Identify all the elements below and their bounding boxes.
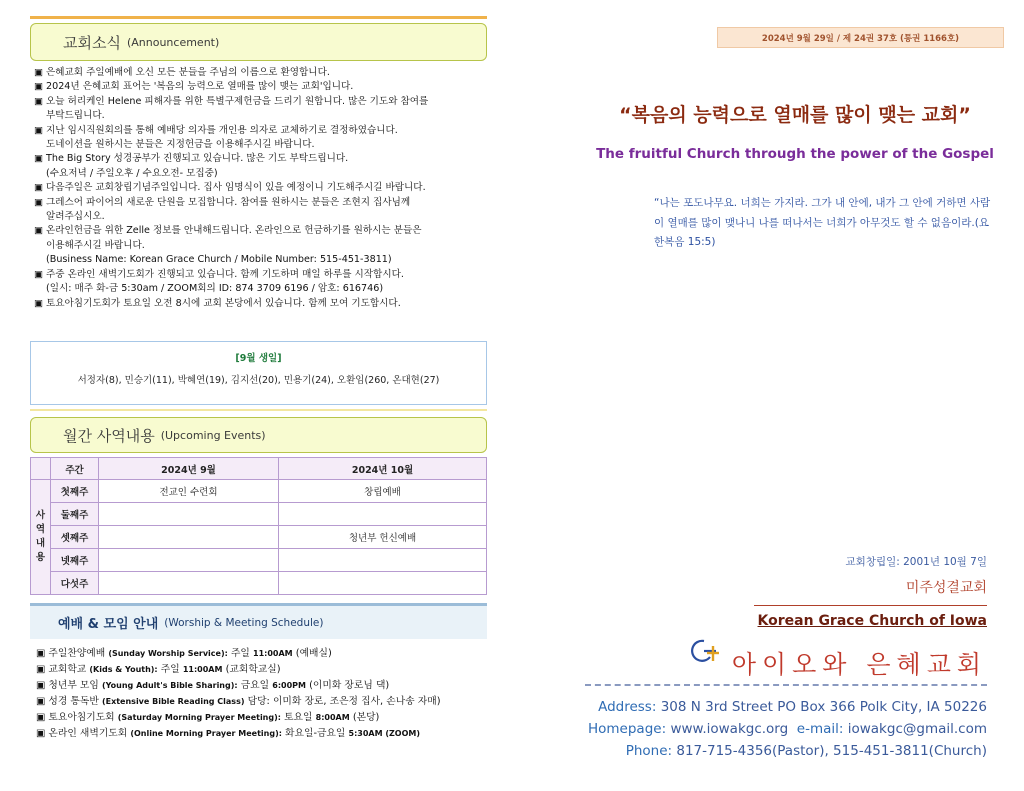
worship-detail: 담당: 이미화 장로, 조은정 집사, 손나송 자매): [247, 696, 441, 707]
worship-name: 온라인 새벽기도회: [48, 728, 128, 739]
bullet-icon: ▣: [36, 680, 46, 691]
birthday-box: [30, 341, 487, 405]
bullet-icon: ▣: [34, 81, 44, 93]
bullet-icon: ▣: [36, 728, 46, 739]
week-cell: 둘째주: [51, 503, 99, 526]
worship-en: (Young Adult's Bible Sharing):: [101, 681, 238, 690]
announcement-item: [34, 239, 486, 253]
announcement-item: [34, 297, 486, 311]
bullet-icon: ▣: [36, 696, 46, 707]
worship-name: 청년부 모임: [48, 680, 99, 691]
announcement-title-en: (Announcement): [126, 35, 220, 49]
announcement-text: 부탁드립니다.: [46, 110, 105, 122]
bullet-icon: ▣: [34, 95, 44, 107]
table-row: [31, 549, 487, 572]
worship-name: 교회학교: [48, 664, 87, 675]
announcement-item: [34, 152, 486, 166]
event-cell: 전교인 수련회: [99, 480, 279, 503]
worship-name: 주일찬양예배: [48, 648, 106, 659]
email-label: e-mail:: [796, 721, 844, 737]
event-cell: [99, 526, 279, 549]
table-corner: [31, 458, 51, 480]
table-row: [31, 480, 487, 503]
bullet-icon: ▣: [34, 196, 44, 208]
bullet-icon: ▣: [36, 712, 46, 723]
worship-en: (Online Morning Prayer Meeting):: [130, 729, 282, 738]
bullet-icon: ▣: [36, 664, 46, 675]
announcement-text: 도네이션을 원하시는 분들은 지정헌금을 이용해주시길 바랍니다.: [46, 139, 315, 151]
worship-name: 성경 통독반: [48, 696, 99, 707]
event-cell: [99, 503, 279, 526]
week-cell: 셋째주: [51, 526, 99, 549]
motto-english: The fruitful Church through the power of the Gospel: [596, 146, 994, 162]
announcement-text: 토요아침기도회가 토요일 오전 8시에 교회 본당에서 있습니다. 함께 모여 기도합시다.: [46, 297, 401, 309]
email-link[interactable]: iowakgc@gmail.com: [847, 721, 987, 737]
announcement-text: 주중 온라인 새벽기도회가 진행되고 있습니다. 함께 기도하며 매일 하루를 시작합시다.: [46, 268, 404, 280]
announcement-item: [34, 66, 486, 80]
homepage-label: Homepage:: [588, 721, 667, 737]
phone-label: Phone:: [625, 743, 673, 759]
worship-list: [36, 646, 486, 742]
announcement-text: 그레스어 파이어의 새로운 단원을 모집합니다. 참여를 원하시는 분들은 조현지 집사님께: [46, 196, 411, 208]
worship-time: 6:00PM: [272, 681, 306, 690]
worship-detail: 금요일: [240, 680, 270, 691]
worship-item: [36, 678, 486, 694]
worship-place: (예배실): [295, 648, 332, 659]
bullet-icon: ▣: [34, 225, 44, 237]
col-week: 주간: [51, 458, 99, 480]
church-name-en: Korean Grace Church of Iowa: [757, 613, 987, 629]
worship-place: (본당): [352, 712, 380, 723]
week-cell: 첫째주: [51, 480, 99, 503]
announcement-text: 은혜교회 주일예배에 오신 모든 분들을 주님의 이름으로 환영합니다.: [46, 67, 330, 78]
motto-korean: “복음의 능력으로 열매를 많이 맺는 교회”: [619, 104, 971, 126]
announcement-item: [34, 167, 486, 181]
announcement-text: 알려주십시오.: [46, 211, 105, 223]
announcement-item: [34, 268, 486, 282]
worship-name: 토요아침기도회: [48, 712, 115, 723]
address-value: 308 N 3rd Street PO Box 366 Polk City, IA 50226: [660, 699, 987, 715]
event-cell: 창립예배: [279, 480, 487, 503]
announcement-item: [34, 224, 486, 238]
table-row: [31, 503, 487, 526]
divider: [754, 605, 987, 606]
side-label: 사 역 내 용: [31, 480, 51, 595]
worship-header: [30, 603, 487, 639]
announcement-header: [30, 23, 487, 61]
bullet-icon: ▣: [36, 648, 46, 659]
worship-detail: 주일: [230, 648, 250, 659]
worship-title: 예배 & 모임 안내: [58, 617, 159, 632]
worship-item: [36, 662, 486, 678]
announcement-text: 다음주일은 교회창립기념주일입니다. 집사 임명식이 있을 예정이니 기도해주시길 바랍니다.: [46, 182, 426, 194]
worship-title-en: (Worship & Meeting Schedule): [164, 616, 324, 629]
week-cell: 넷째주: [51, 549, 99, 572]
church-logo-icon: [688, 637, 724, 671]
worship-detail: 토요일: [284, 712, 313, 723]
bullet-icon: ▣: [34, 124, 44, 136]
bullet-icon: ▣: [34, 268, 44, 280]
announcement-text: 오늘 허리케인 Helene 피해자를 위한 특별구제헌금을 드리기 원합니다. 많은 기도와 참여를: [46, 95, 429, 107]
col-month-1: 2024년 9월: [99, 458, 279, 480]
announcement-item: [34, 124, 486, 138]
worship-detail: 주일: [160, 664, 180, 675]
table-row: [31, 572, 487, 595]
denomination: 미주성결교회: [905, 580, 987, 596]
worship-en: (Kids & Youth):: [89, 665, 158, 674]
address-label: Address:: [598, 699, 657, 715]
event-cell: [99, 572, 279, 595]
announcement-list: [34, 66, 486, 311]
address-line: [560, 699, 987, 715]
event-cell: [279, 503, 487, 526]
announcement-item: [34, 95, 486, 109]
phone-line: [560, 743, 987, 759]
worship-item: [36, 726, 486, 742]
announcement-item: [34, 210, 486, 224]
issue-info: 2024년 9월 29일 / 제 24권 37호 (통권 1166호): [717, 27, 1004, 48]
worship-detail: 화요일-금요일: [285, 728, 346, 739]
worship-item: [36, 646, 486, 662]
table-row: [31, 526, 487, 549]
announcement-text: 이용해주시길 바랍니다.: [46, 239, 145, 251]
worship-time: 11:00AM: [253, 649, 293, 658]
announcement-item: [34, 138, 486, 152]
announcement-item: [34, 109, 486, 123]
worship-place: (이미화 장로님 댁): [309, 680, 390, 691]
founded-date: 교회창립일: 2001년 10월 7일: [845, 556, 987, 568]
announcement-text: (일시: 매주 화-금 5:30am / ZOOM회의 ID: 874 3709 6196 / 암호: 616746): [46, 283, 384, 295]
homepage-link[interactable]: www.iowakgc.org: [670, 721, 789, 737]
event-cell: [279, 549, 487, 572]
worship-en: (Extensive Bible Reading Class): [101, 697, 245, 706]
announcement-text: 2024년 은혜교회 표어는 '복음의 능력으로 열매를 많이 맺는 교회'입니다.: [46, 81, 354, 93]
announcement-item: [34, 196, 486, 210]
worship-time: 8:00AM: [315, 713, 350, 722]
announcement-text: (수요저녁 / 주일오후 / 수요오전- 모집중): [46, 167, 218, 179]
announcement-title: 교회소식: [63, 33, 121, 52]
top-divider: [30, 16, 487, 19]
bible-verse: “나는 포도나무요. 너희는 가지라. 그가 내 안에, 내가 그 안에 거하면 사람이 열매를 많이 맺나니 나를 떠나서는 너희가 아무것도 할 수 없음이라.(요한복음 15:5): [654, 197, 991, 248]
worship-item: [36, 694, 486, 710]
bullet-icon: ▣: [34, 153, 44, 165]
events-header-row: [31, 458, 487, 480]
bullet-icon: ▣: [34, 67, 44, 78]
divider: [30, 409, 487, 411]
bullet-icon: ▣: [34, 297, 44, 309]
worship-en: (Sunday Worship Service):: [108, 649, 228, 658]
announcement-text: 지난 임시직원회의를 통해 예배당 의자를 개인용 의자로 교체하기로 결정하였습니다.: [46, 124, 398, 136]
worship-place: (교회학교실): [225, 664, 281, 675]
week-cell: 다섯주: [51, 572, 99, 595]
events-title: 월간 사역내용: [63, 426, 155, 445]
events-title-en: (Upcoming Events): [160, 428, 266, 442]
dashed-divider: [585, 684, 987, 686]
event-cell: 청년부 헌신예배: [279, 526, 487, 549]
birthday-names: 서정자(8), 민승기(11), 박혜연(19), 김지선(20), 민용기(24), 오환임(260, 온대현(27): [77, 375, 440, 386]
announcement-text: (Business Name: Korean Grace Church / Mobile Number: 515-451-3811): [46, 254, 392, 266]
church-name-ko: 아이오와 은혜교회: [731, 650, 987, 679]
phone-value: 817-715-4356(Pastor), 515-451-3811(Church): [676, 743, 987, 759]
worship-time: 11:00AM: [182, 665, 223, 674]
announcement-text: 온라인헌금을 위한 Zelle 정보를 안내해드립니다. 온라인으로 헌금하기를 원하시는 분들은: [46, 225, 422, 237]
birthday-title: [9월 생일]: [235, 353, 282, 364]
col-month-2: 2024년 10월: [279, 458, 487, 480]
worship-item: [36, 710, 486, 726]
web-line: [560, 721, 987, 737]
announcement-item: [34, 80, 486, 94]
announcement-item: [34, 181, 486, 195]
worship-en: (Saturday Morning Prayer Meeting):: [117, 713, 281, 722]
announcement-item: [34, 282, 486, 296]
worship-time: 5:30AM (ZOOM): [348, 729, 421, 738]
bullet-icon: ▣: [34, 182, 44, 194]
announcement-item: [34, 253, 486, 267]
event-cell: [99, 549, 279, 572]
events-table: [30, 457, 487, 595]
announcement-text: The Big Story 성경공부가 진행되고 있습니다. 많은 기도 부탁드립니다.: [46, 153, 349, 165]
event-cell: [279, 572, 487, 595]
events-header: [30, 417, 487, 453]
